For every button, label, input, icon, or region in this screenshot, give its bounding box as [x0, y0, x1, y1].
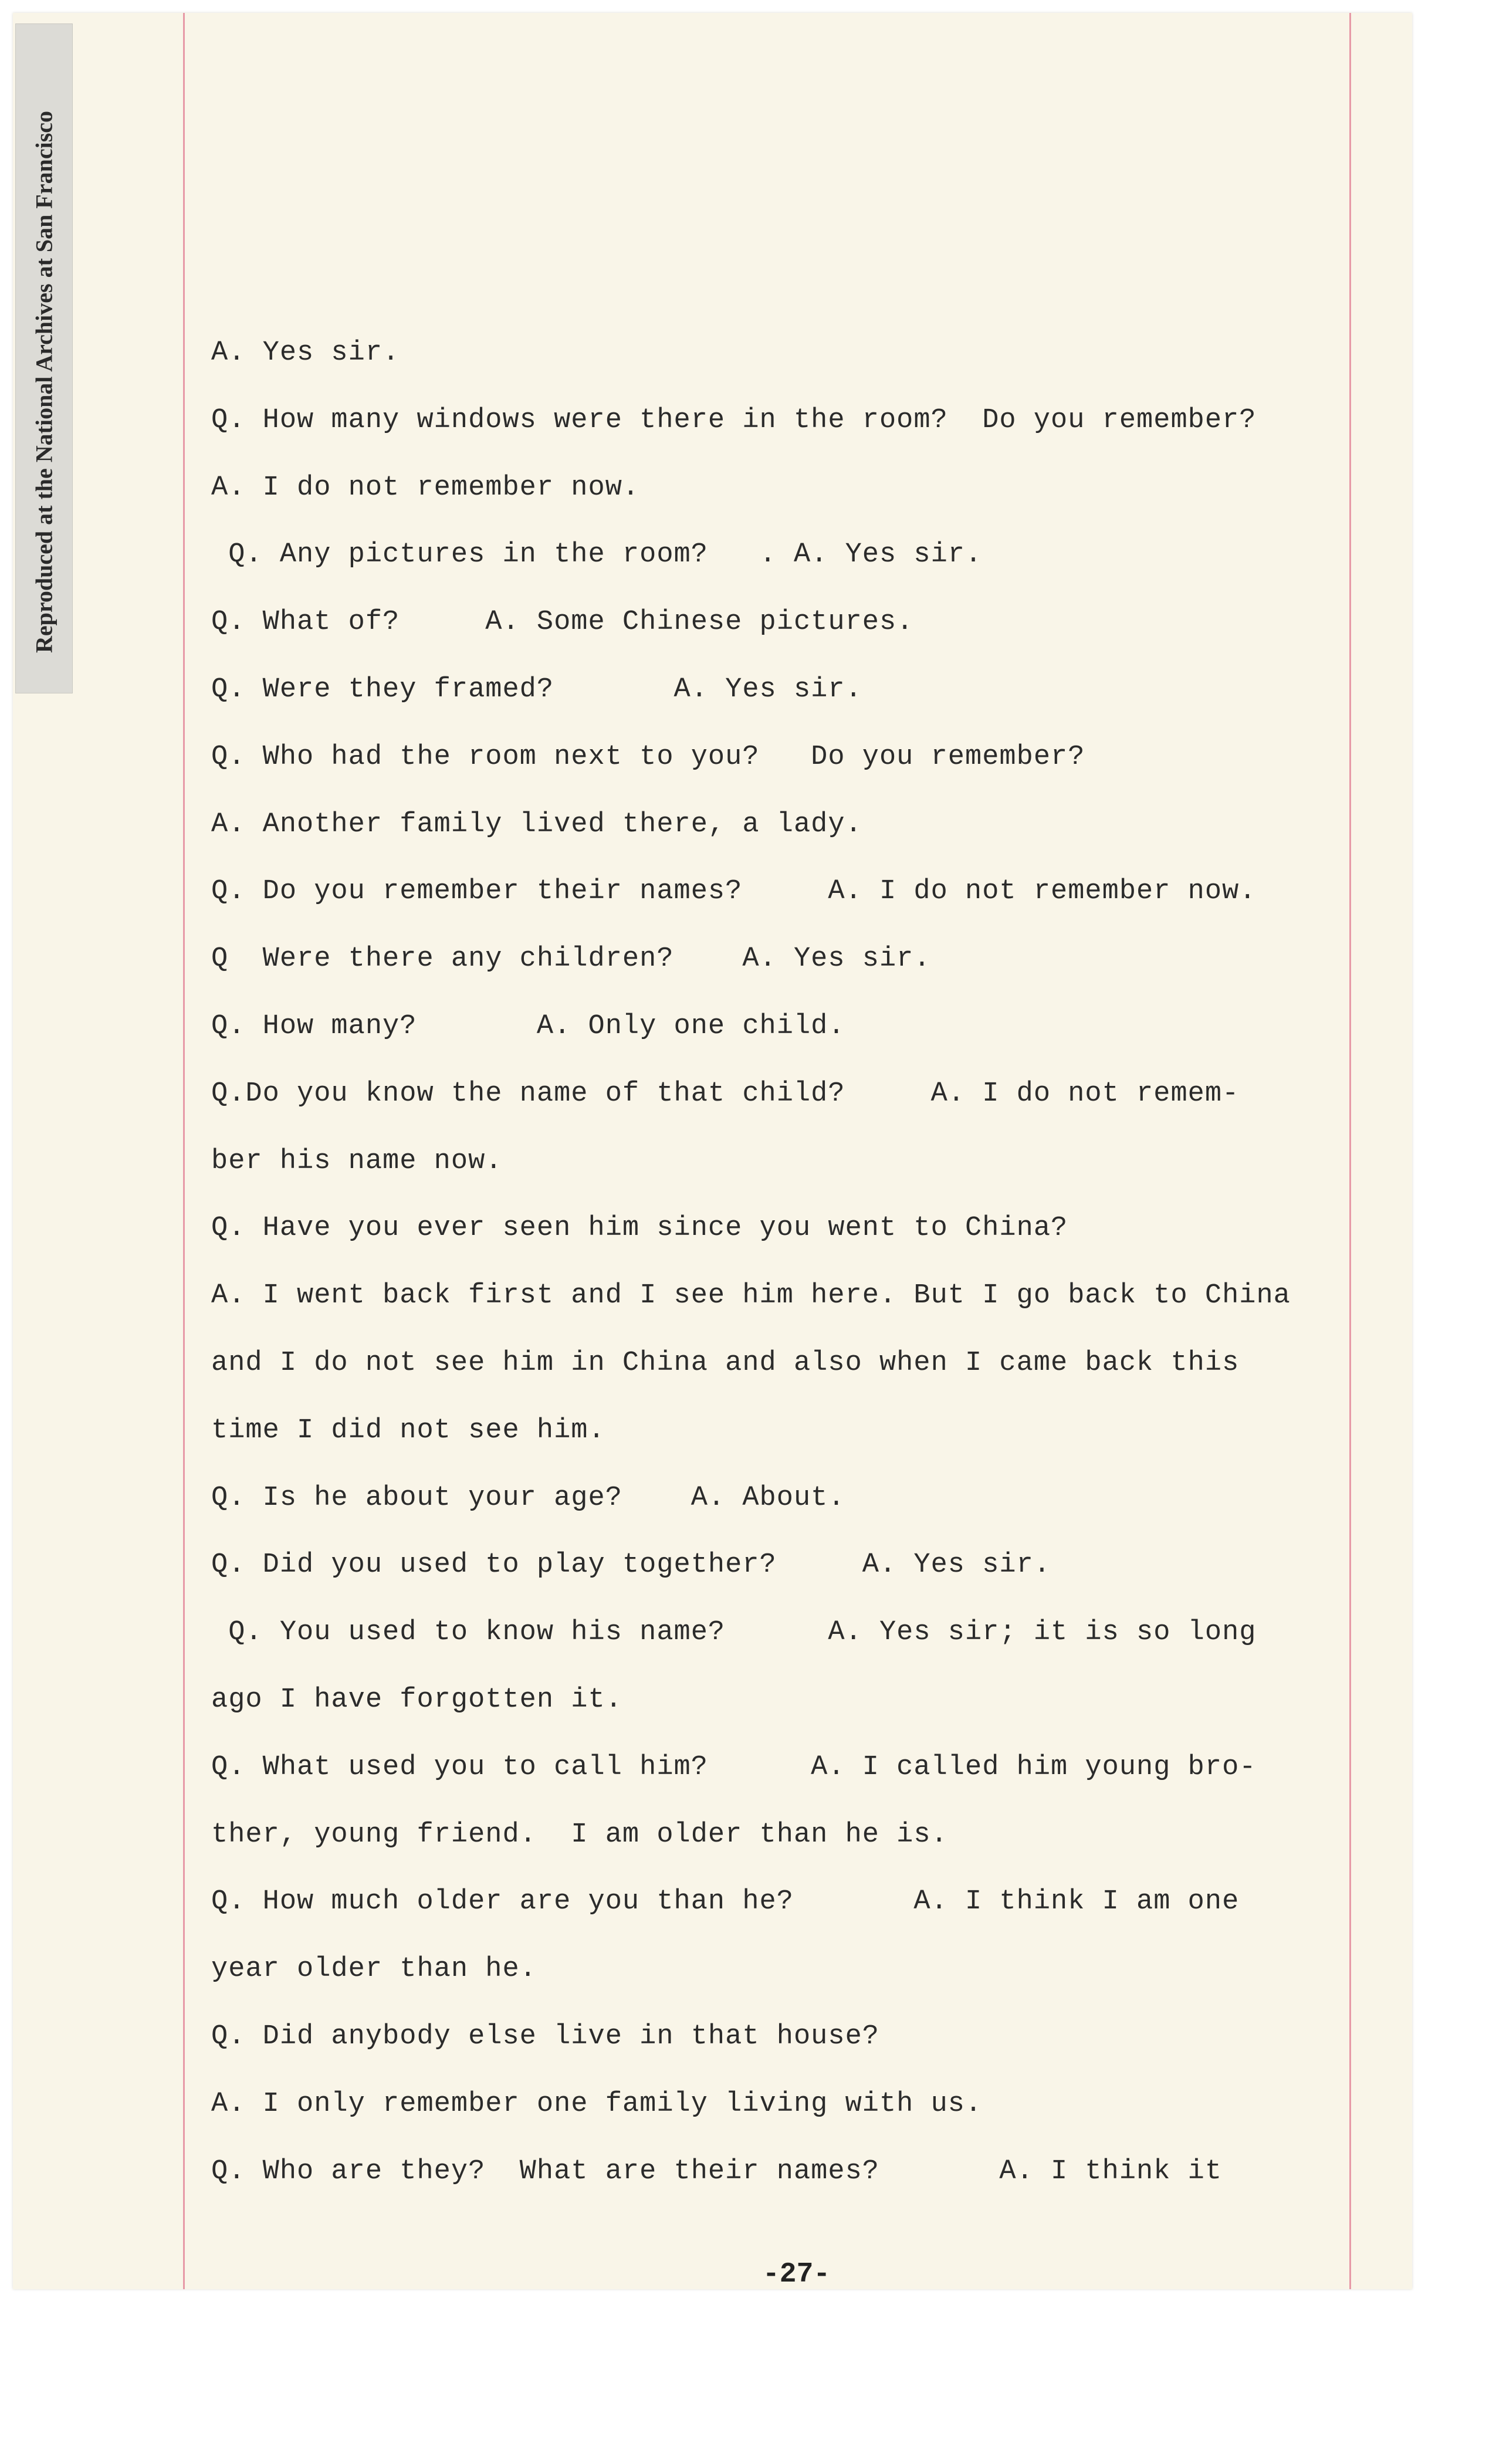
transcript-line: Q. What of? A. Some Chinese pictures.	[211, 607, 914, 638]
transcript-line: Q. Who had the room next to you? Do you remember?	[211, 741, 1085, 773]
transcript-line: Q. How many windows were there in the room? Do you remember?	[211, 404, 1257, 436]
transcript-line: Q. How much older are you than he? A. I think I am one	[211, 1886, 1240, 1918]
transcript-line: A. Another family lived there, a lady.	[211, 808, 862, 840]
transcript-line: Q. Any pictures in the room? . A. Yes sir.	[211, 539, 983, 571]
left-margin-rule	[183, 13, 185, 2289]
transcript-line: and I do not see him in China and also when I came back this	[211, 1348, 1240, 1379]
transcript-line: A. Yes sir.	[211, 337, 400, 368]
transcript-line: A. I do not remember now.	[211, 472, 640, 503]
transcript-line: A. I went back first and I see him here. But I go back to China	[211, 1280, 1291, 1312]
right-margin-rule	[1349, 13, 1351, 2289]
transcript-line: Q. What used you to call him? A. I called him young bro-	[211, 1751, 1257, 1783]
transcript-line: Q. Is he about your age? A. About.	[211, 1482, 845, 1514]
transcript-line: Q. How many? A. Only one child.	[211, 1011, 845, 1042]
transcript-line: Q Were there any children? A. Yes sir.	[211, 943, 931, 975]
transcript-line: Q.Do you know the name of that child? A. I do not remem-	[211, 1078, 1240, 1109]
archive-stamp	[15, 23, 73, 693]
transcript-line: ago I have forgotten it.	[211, 1684, 622, 1715]
transcript-line: time I did not see him.	[211, 1414, 605, 1446]
archive-stamp-text: Reproduced at the National Archives at San Francisco	[31, 110, 57, 654]
transcript-line: Q. Do you remember their names? A. I do not remember now.	[211, 876, 1257, 908]
transcript-line: Q. Did anybody else live in that house?	[211, 2021, 879, 2052]
transcript-line: A. I only remember one family living with us.	[211, 2088, 983, 2120]
page-number: -27-	[763, 2259, 831, 2290]
transcript-line: Q. Have you ever seen him since you went to China?	[211, 1213, 1068, 1244]
transcript-line: Q. You used to know his name? A. Yes sir; it is so long	[211, 1617, 1257, 1649]
transcript-line: ber his name now.	[211, 1145, 503, 1177]
transcript-line: Q. Who are they? What are their names? A. I think it	[211, 2155, 1223, 2187]
transcript-line: Q. Did you used to play together? A. Yes sir.	[211, 1549, 1051, 1581]
transcript-line: ther, young friend. I am older than he is.	[211, 1819, 948, 1850]
transcript-line: Q. Were they framed? A. Yes sir.	[211, 674, 862, 705]
transcript-line: year older than he.	[211, 1954, 537, 1985]
